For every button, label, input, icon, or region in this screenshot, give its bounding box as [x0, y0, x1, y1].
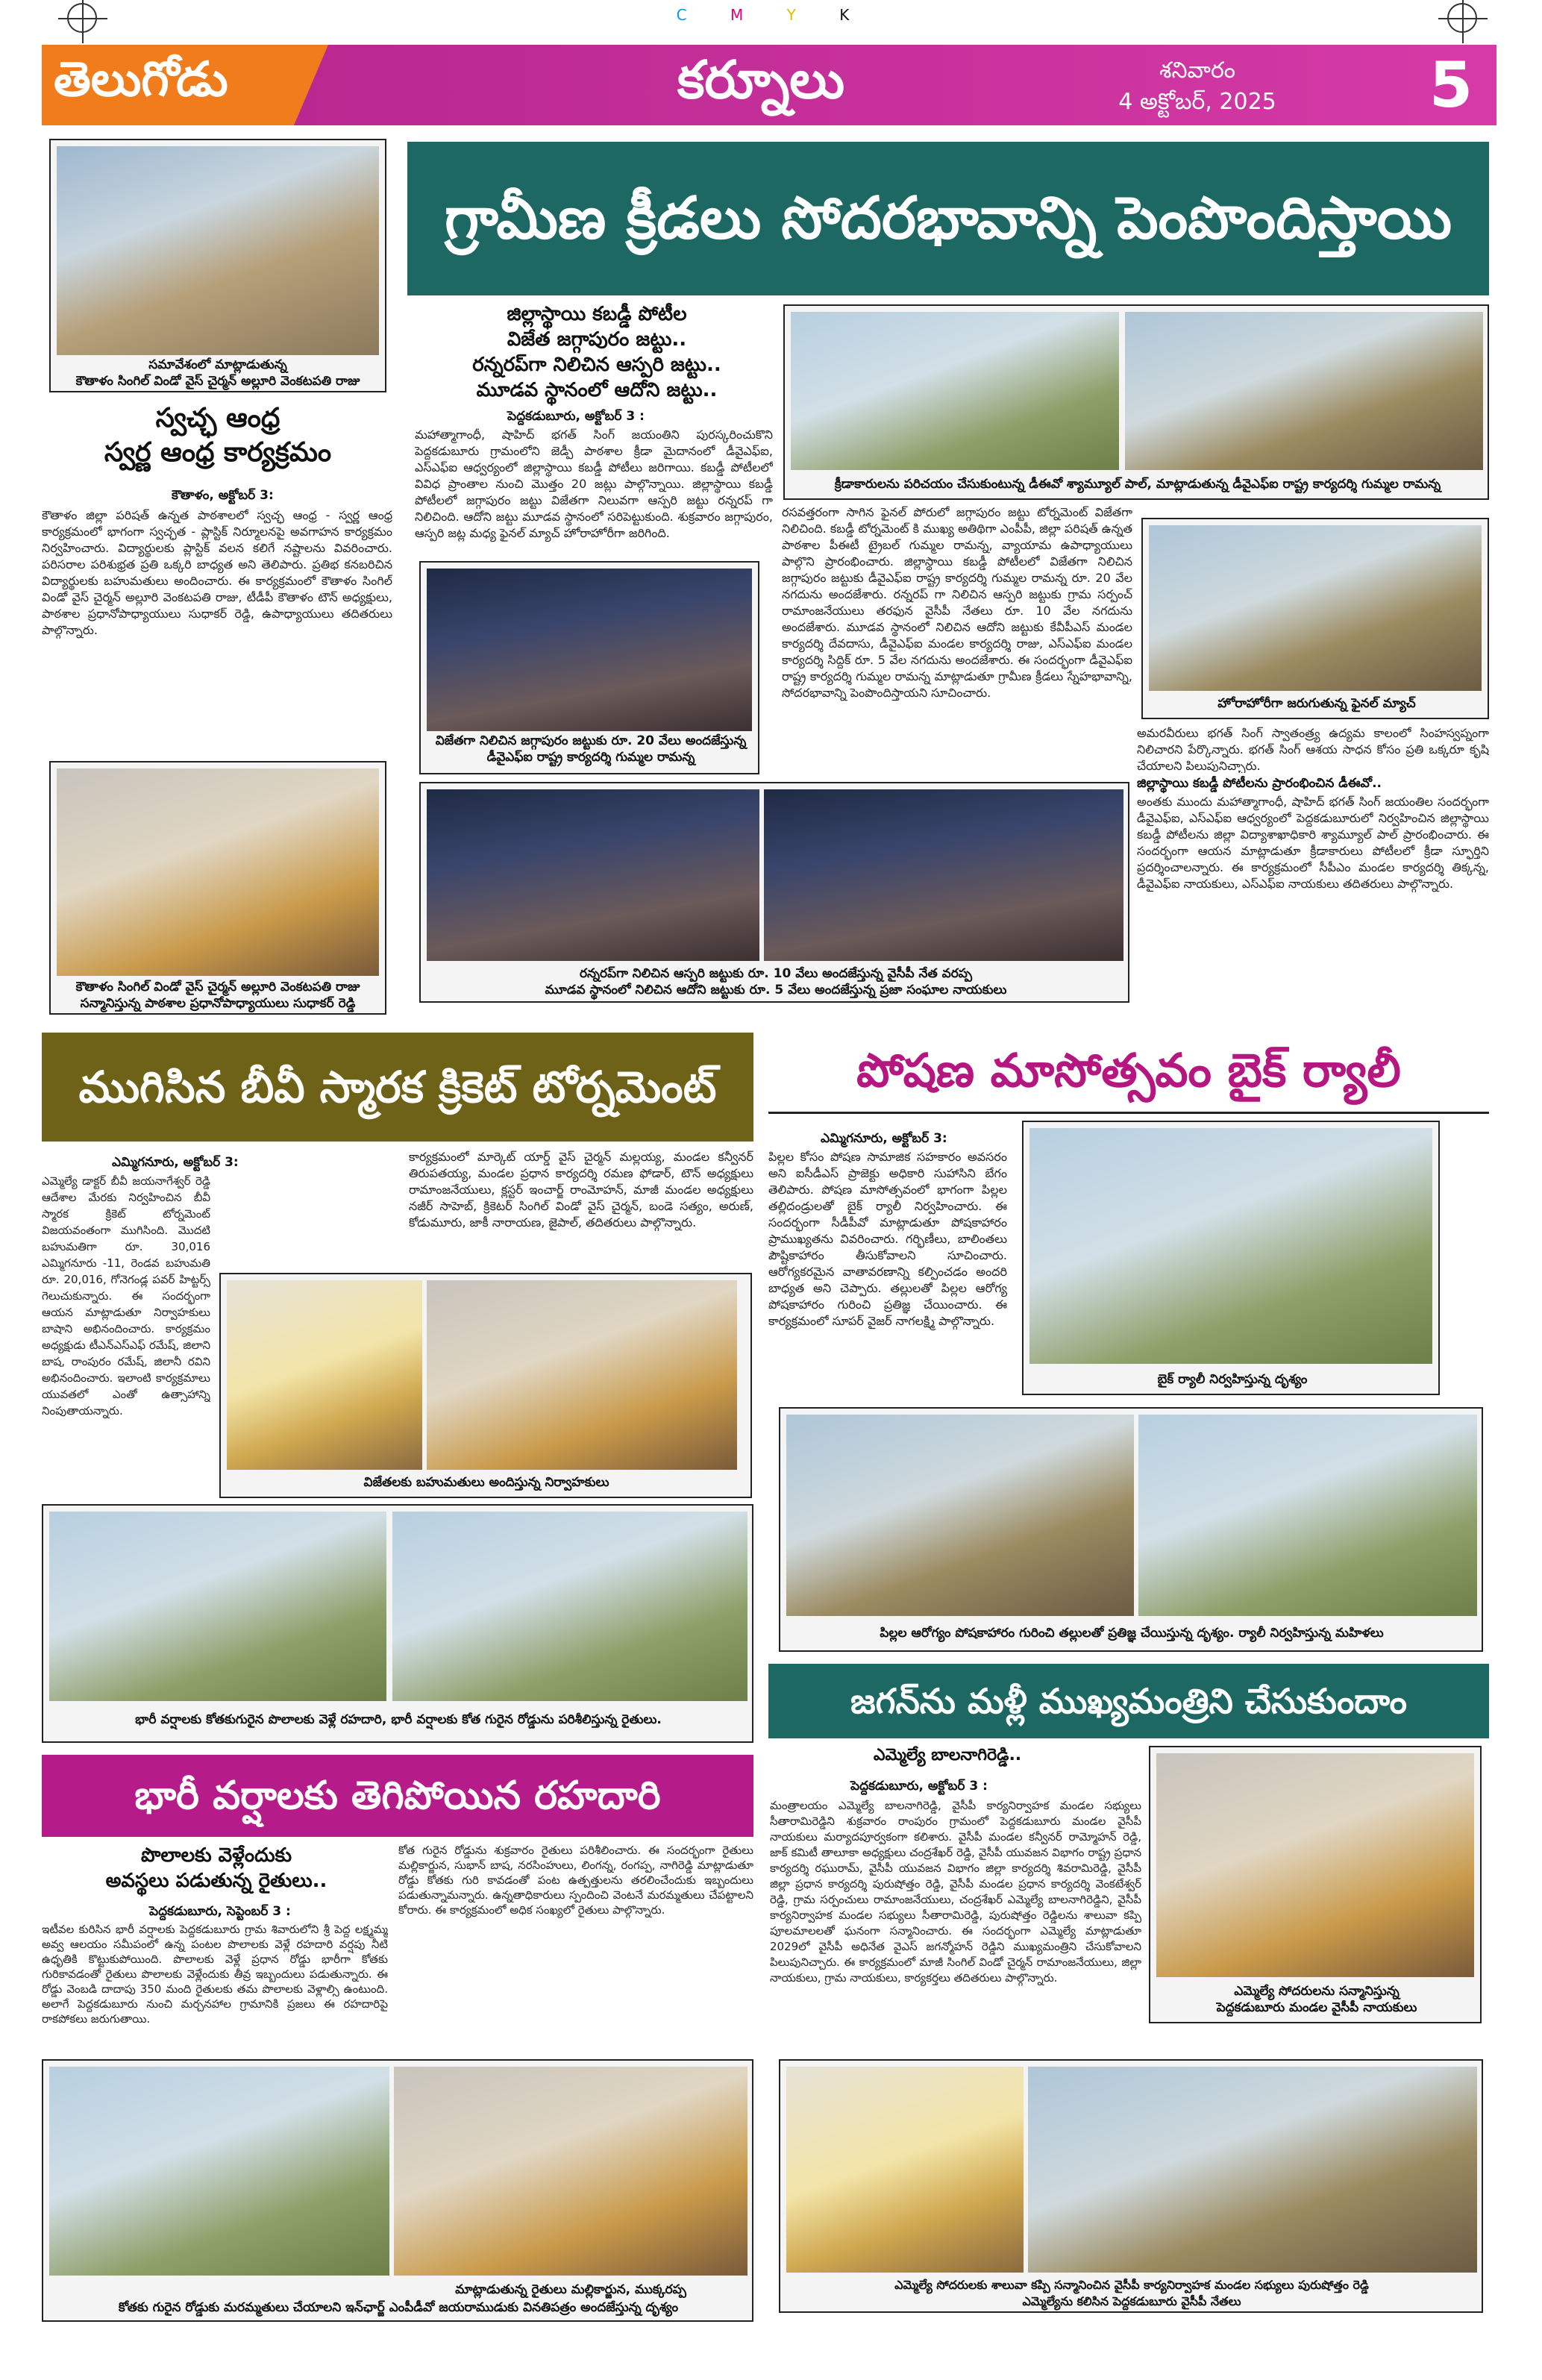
jagan-right-photo [1149, 1746, 1482, 2023]
photo-caption: బైక్ ర్యాలీ నిర్వహిస్తున్న దృశ్యం [1157, 1372, 1308, 1387]
poshana-divider [768, 1112, 1489, 1114]
road-col2: కోత గురైన రోడ్డును శుక్రవారం రైతులు పరిశీలించారు. ఈ సందర్భంగా రైతులు మల్లికార్జున, సుభాన్ బాష, నరసింహులు, లింగన్న, రంగప్ప, నాగిరెడ్డి మాట్లాడుతూ రోడ్డు కోతకు గురి కావడంతో పంట ఉత్పత్తులను తరలించేందుకు ఇబ్బందులు పడుతున్నామన్నారు. ఉన్నతాధికారులు స్పందించి వెంటనే మరమ్మతులు చేపట్టాలని కోరారు. ఈ కార్యక్రమంలో అధిక సంఖ్యలో రైతులు పాల్గొన్నారు. [398, 1844, 753, 1917]
photo-image-right [1028, 2067, 1477, 2273]
sports-col3-body: అంతకు ముందు మహాత్మాగాంధీ, షాహిద్ భగత్ సింగ్ జయంతిల సందర్భంగా డీవైఎఫ్ఐ, ఎస్ఎఫ్ఐ ఆధ్వర్యంలో పెద్దకడుబూరులో నిర్వహించిన జిల్లాస్థాయి కబడ్డీ పోటీలను జిల్లా విద్యాశాఖాధికారి శ్యామ్యూల్ పాల్ ప్రారంభించారు. ఈ సందర్భంగా ఆయన మాట్లాడుతూ క్రీడాకారులు పోటీలలో క్రీడా స్ఫూర్తిని ప్రదర్శించాలన్నారు. ఈ కార్యక్రమంలో సీపీఎం మండల కార్యదర్శి తిక్కన్న, డీవైఎఫ్ఐ నాయకులు, ఎస్ఎఫ్ఐ నాయకులు తదితరులు పాల్గొన్నారు. [1137, 795, 1489, 891]
photo-image-right [764, 789, 1123, 961]
road-subhead-1: పొలాలకు వెళ్లేందుకు [140, 1844, 292, 1867]
cmyk-c: C [676, 6, 703, 24]
photo-image [1029, 1128, 1432, 1364]
photo-caption-line-2: మూడవ స్థానంలో నిలిచిన ఆదోని జట్టుకు రూ. 5 వేలు అందజేస్తున్న ప్రజా సంఘాల నాయకులు [545, 983, 1007, 998]
cmyk-k: K [839, 6, 866, 24]
sports-bottom-photos [419, 782, 1129, 1003]
header-date: 4 అక్టోబర్, 2025 [1118, 89, 1276, 115]
jagan-dateline: పెద్దకడుబూరు, అక్టోబర్ 3 : [850, 1779, 988, 1794]
poshana-bottom-photos [779, 1407, 1483, 1652]
cmyk-y: Y [786, 6, 812, 24]
photo-caption: విజేతలకు బహుమతులు అందిస్తున్న నిర్వాహకులు [363, 1475, 609, 1490]
sports-col2: రసవత్తరంగా సాగిన ఫైనల్ పోరులో జగ్గాపురం జట్టు టోర్నమెంట్ విజేతగా నిలిచింది. కబడ్డీ టోర్నమెంట్ కి ముఖ్య అతిథిగా ఎంపీపీ, జిల్లా పరిషత్ ఉన్నత పాఠశాల పీఈటీ ట్రైబల్ గుమ్మల రామన్న, వ్యాయామ ఉపాధ్యాయులు పాల్గొని ప్రారంభించారు. జిల్లాస్థాయి కబడ్డీ పోటీలలో విజేతగా నిలిచిన జగ్గాపురం జట్టుకు డీవైఎఫ్ఐ రాష్ట్ర కార్యదర్శి గుమ్మల రామన్న రూ. 20 వేల నగదును అందజేశారు. రన్నరప్ గా నిలిచిన ఆస్పరి జట్టుకు గ్రామ సర్పంచ్ రామాంజనేయులు తరఫున వైసీపీ నేతలు రూ. 10 వేల నగదును అందజేశారు. మూడవ స్థానంలో నిలిచిన ఆదోని జట్టుకు కేవీపీఎస్ మండల కార్యదర్శి దేవదాసు, డీవైఎఫ్ఐ మండల కార్యదర్శి రాజు, ఎస్ఎఫ్ఐ మండల కార్యదర్శి సిద్దిక్ రూ. 5 వేల నగదును అందజేశారు. ఈ సందర్భంగా డీవైఎఫ్ఐ రాష్ట్ర కార్యదర్శి గుమ్మల రామన్న మాట్లాడుతూ గ్రామీణ క్రీడలు స్నేహభావాన్ని, సోదరభావాన్ని పెంపొందిస్తాయని సూచించారు. [782, 505, 1132, 700]
photo-caption: క్రీడాకారులను పరిచయం చేసుకుంటున్న డీఈవో శ్యామ్యూల్ పాల్, మాట్లాడుతున్న డీవైఎఫ్ఐ రాష్ట్ర కార్యదర్శి గుమ్మల రామన్న [834, 477, 1441, 492]
sports-headline: గ్రామీణ క్రీడలు సోదరభావాన్ని పెంపొందిస్తాయి [407, 142, 1489, 295]
sports-dateline: పెద్దకడుబూరు, అక్టోబర్ 3 : [507, 409, 645, 424]
district-title: కర్నూలు [677, 49, 845, 110]
photo-image [57, 768, 379, 976]
sports-subhead-2: విజేత జగ్గాపురం జట్టు.. [507, 328, 687, 351]
photo-image [427, 569, 752, 731]
photo-caption: భారీ వర్షాలకు కోతకుగురైన పొలాలకు వెళ్లే రహదారి, భారీ వర్షాలకు కోత గురైన రోడ్డును పరిశీలిస్తున్న రైతులు. [135, 1712, 662, 1727]
photo-image-left [791, 312, 1119, 470]
swachh-headline-2: స్వర్ణ ఆంధ్ర కార్యక్రమం [104, 437, 332, 468]
sports-subheads [418, 301, 776, 403]
road-col1: ఇటీవల కురిసిన భారీ వర్షాలకు పెద్దకడుబూరు గ్రామ శివారులోని శ్రీ పెద్ద లక్ష్మమ్మ అవ్వ ఆలయం సమీపంలో ఉన్న పంటల పొలాలకు వెళ్లే రహదారి వర్షపు నీటి ఉధృతికి కొట్టుకుపోయింది. పొలాలకు వెళ్లే ప్రధాన రోడ్డు భారీగా కోతకు గురికావడంతో రైతులు పొలాలకు వెళ్లేందుకు తీవ్ర ఇబ్బందులు పడుతున్నారు. ఈ రోడ్డు వెంబడి దాదాపు 350 మంది రైతులకు తమ పొలాలకు వెళ్లాల్సి ఉంటుంది. అలాగే పెద్దకడుబూరు నుంచి మర్చనహాల గ్రామానికి ప్రజలు ఈ రహదారిపై రాకపోకలు జరుగుతాయి. [42, 1923, 388, 2026]
cricket-col1: ఎమ్మెల్యే డాక్టర్ బీవీ జయనాగేశ్వర్ రెడ్డి ఆదేశాల మేరకు నిర్వహించిన బీవీ స్మారక క్రికెట్ టోర్నమెంట్ విజయవంతంగా ముగిసింది. మొదటి బహుమతిగా రూ. 30,016 ఎమ్మిగనూరు -11, రెండవ బహుమతి రూ. 20,016, గోనెగండ్ల పవర్ హిట్టర్స్ గెలుచుకున్నారు. ఈ సందర్భంగా ఆయన మాట్లాడుతూ నిర్వాహకులు బాషాని అభినందించారు. కార్యక్రమం అధ్యక్షుడు టీఎన్ఎస్ఎఫ్ రమేష్, జిలాని బాష, రాంపురం రమేష్, జిలానీ రవిని అభినందించారు. ఇలాంటి కార్యక్రమాలు యువతలో ఎంతో ఉత్సాహాన్ని నింపుతాయన్నారు. [42, 1174, 210, 1418]
road-dateline: పెద్దకడుబూరు, సెప్టెంబర్ 3 : [149, 1904, 291, 1919]
page-number: 5 [1429, 48, 1473, 122]
sports-subhead-1: జిల్లాస్థాయి కబడ్డీ పోటీల [507, 303, 687, 325]
sports-col3-subhead: జిల్లాస్థాయి కబడ్డీ పోటీలను ప్రారంభించిన డీఈవో.. [1137, 776, 1382, 791]
photo-image-right [1138, 1415, 1477, 1616]
photo-image [57, 146, 379, 355]
swachh-photo-top [49, 139, 386, 392]
photo-caption: పిల్లల ఆరోగ్యం పోషకాహారం గురించి తల్లులతో ప్రతిజ్ఞ చేయిస్తున్న దృశ్యం. ర్యాలీ నిర్వహిస్తున్న మహిళలు [880, 1626, 1384, 1641]
photo-caption-line-1: మాట్లాడుతున్న రైతులు మల్లికార్జున, ముక్కరప్ప [455, 2282, 686, 2297]
swachh-headline-1: స్వచ్ఛ ఆంధ్ర [155, 403, 280, 433]
cricket-headline: ముగిసిన బీవీ స్మారక క్రికెట్ టోర్నమెంట్ [42, 1033, 753, 1142]
swachh-body: కౌతాళం జిల్లా పరిషత్ ఉన్నత పాఠశాలలో స్వచ్ఛ ఆంధ్ర - స్వర్ణ ఆంధ్ర కార్యక్రమంలో భాగంగా స్వచ్ఛత - ప్లాస్టిక్ నిర్మూలనపై అవగాహన కార్యక్రమం నిర్వహించారు. విద్యార్థులకు ప్లాస్టిక్ వలన కలిగే నష్టాలను వివరించారు. పరిసరాల పరిశుభ్రత ప్రతి ఒక్కరి బాధ్యత అని తెలిపారు. ప్రతిభ కనబరిచిన విద్యార్థులకు బహుమతులు అందించారు. ఈ కార్యక్రమంలో కౌతాళం సింగిల్ విండో వైస్ చైర్మన్ అల్లూరి వెంకటపతి రాజు, టీడీపీ కౌతాళం టౌన్ అధ్యక్షులు, పాఠశాల ప్రధానోపాధ్యాయులు సుధాకర్ రెడ్డి, ఉపాధ్యాయులు తదితరులు పాల్గొన్నారు. [42, 508, 392, 637]
poshana-dateline: ఎమ్మిగనూరు, అక్టోబర్ 3: [821, 1131, 947, 1146]
photo-image-right [392, 1512, 748, 1701]
jagan-bottom-photos [779, 2059, 1483, 2313]
sports-subhead-3: రన్నరప్‌గా నిలిచిన ఆస్పరి జట్టు.. [472, 354, 721, 376]
cmyk-strip [0, 6, 1542, 24]
photo-image [1156, 1753, 1474, 1977]
photo-caption: హోరాహోరీగా జరుగుతున్న ఫైనల్ మ్యాచ్ [1217, 696, 1416, 711]
sports-col3: అమరవీరులు భగత్ సింగ్ స్వాతంత్ర్య ఉద్యమ కాలంలో సింహస్వప్నంగా నిలిచారని పేర్కొన్నారు. భగత్ సింగ్ ఆశయ సాధన కోసం ప్రతి ఒక్కరూ కృషి చేయాలని పిలుపునిచ్చారు. [1137, 726, 1489, 773]
road-bottom-photos [42, 2059, 753, 2322]
header-day: శనివారం [1159, 57, 1235, 84]
poshana-headline: పోషణ మాసోత్సవం బైక్ ర్యాలీ [856, 1043, 1401, 1097]
photo-caption-line-2: ఎమ్మెల్యేను కలిసిన పెద్దకడుబూరు వైసీపీ నేతలు [1022, 2294, 1241, 2308]
photo-caption-line-1: సమావేశంలో మాట్లాడుతున్న [148, 357, 287, 372]
header-dateline [1074, 55, 1320, 118]
photo-caption-line-1: ఎమ్మెల్యే సోదరులకు శాలువా కప్పి సన్మానించిన వైసీపీ కార్యనిర్వాహక మండల సభ్యులు పురుషోత్తం రెడ్డి [894, 2278, 1369, 2292]
photo-image-right [394, 2067, 748, 2276]
sports-match-photo [1141, 518, 1489, 719]
photo-caption-line-1: ఎమ్మెల్యే సోదరులను సన్మానిస్తున్న [1234, 1984, 1400, 1999]
photo-caption-line-2: కౌతాళం సింగిల్ విండో వైస్ చైర్మన్ అల్లూరి వెంకటపతి రాజు [75, 374, 360, 389]
photo-caption-line-1: కౌతాళం సింగిల్ విండో వైస్ చైర్మన్ అల్లూరి వెంకటపతి రాజు [75, 980, 360, 995]
road-photos [42, 1504, 753, 1743]
photo-image-left [786, 2067, 1024, 2273]
poshana-rally-photo [1022, 1121, 1440, 1395]
sports-winners-photo [419, 561, 759, 774]
photo-image-left [786, 1415, 1134, 1616]
road-subhead-2: అవస్థలు పడుతున్న రైతులు.. [105, 1870, 327, 1892]
poshana-body: పిల్లల కోసం పోషణ సామాజిక సహకారం అవసరం అని ఐసీడీఎస్ ప్రాజెక్టు అధికారి సుహాసిని బేగం తెలిపారు. పోషణ మాసోత్సవంలో భాగంగా పిల్లల తల్లిదండ్రులతో బైక్ ర్యాలీ నిర్వహించారు. ఈ సందర్భంగా సీడీపీవో మాట్లాడుతూ పోషకాహారం ప్రాముఖ్యతను వివరించారు. గర్భిణీలు, బాలింతలు పౌష్టికాహారం తీసుకోవాలని సూచించారు. ఆరోగ్యకరమైన వాతావరణాన్ని కల్పించడం అందరి బాధ్యత అని చెప్పారు. తల్లులతో పిల్లల ఆరోగ్య పోషకాహారం గురించి ప్రతిజ్ఞ చేయించారు. ఈ కార్యక్రమంలో సూపర్ వైజర్ నాగలక్ష్మి పాల్గొన్నారు. [768, 1150, 1007, 1328]
sports-subhead-4: మూడవ స్థానంలో ఆదోని జట్టు.. [476, 379, 718, 401]
jagan-body: మంత్రాలయం ఎమ్మెల్యే బాలనాగిరెడ్డి, వైసీపీ కార్యనిర్వాహక మండల సభ్యులు సీతారామిరెడ్డిని శుక్రవారం రాంపురం గ్రామంలో పెద్దకడుబూరు మండల వైసీపీ నాయకులు మర్యాదపూర్వకంగా కలిశారు. వైసీపీ మండల కన్వీనర్ రామ్మోహన్ రెడ్డి, జాక్ కమిటీ తాలూకా అధ్యక్షులు చంద్రశేఖర్ రెడ్డి, వైసీపీ యువజన విభాగం రాష్ట్ర ప్రధాన కార్యదర్శి రఘురామ్, వైసీపీ యువజన విభాగం జిల్లా కార్యదర్శి శివరామిరెడ్డి, వైసీపీ జిల్లా ప్రధాన కార్యదర్శి పురుషోత్తం రెడ్డి, వైసీపీ మండల ప్రధాన కార్యదర్శి వెంకటేశ్వర్ రెడ్డి, గ్రామ సర్పంచులు రామాంజనేయులు, చంద్రశేఖర్ ఎమ్మెల్యే బాలనాగిరెడ్డిని, వైసీపీ కార్యనిర్వాహక మండల సభ్యులు సీతారామిరెడ్డి, పురుషోత్తం రెడ్డిలను శాలువా కప్పి పూలమాలలతో ఘనంగా సన్మానించారు. ఈ సందర్భంగా ఎమ్మెల్యే మాట్లాడుతూ 2029లో వైసీపీ అధినేత వైఎస్ జగన్మోహన్ రెడ్డిని ముఖ్యమంత్రిని చేసుకోవాలని పిలుపునిచ్చారు. ఈ కార్యక్రమంలో మాజీ సింగిల్ విండో చైర్మన్ రామాంజనేయులు, జిల్లా నాయకులు, గ్రామ నాయకులు, కార్యకర్తలు తదితరులు పాల్గొన్నారు. [770, 1799, 1141, 1985]
cricket-col2: కార్యక్రమంలో మార్కెట్ యార్డ్ వైస్ చైర్మన్ మల్లయ్య, మండల కన్వీనర్ తిరుపతయ్య, మండల ప్రధాన కార్యదర్శి రమణ ఫోడార్, టౌన్ అధ్యక్షులు రామాంజనేయులు, క్లస్టర్ ఇంచార్జ్ రాంమోహన్, మాజీ మండల అధ్యక్షులు నజీర్ సాహెబ్, క్రికెటర్ సింగిల్ విండో వైస్ చైర్మన్, బండె సత్యం, అరుణ్, కోడుమూరు, జాకీ నారాయణ, జైపాల్, తదితరులు పాల్గొన్నారు. [409, 1150, 753, 1230]
photo-image [1149, 525, 1482, 691]
photo-caption-line-2: సన్మానిస్తున్న పాఠశాల ప్రధానోపాధ్యాయులు సుధాకర్ రెడ్డి [80, 996, 356, 1011]
photo-image-left [49, 1512, 386, 1701]
swachh-photo-bottom [49, 761, 386, 1015]
newspaper-logo: తెలుగోడు [54, 51, 228, 107]
photo-image-left [49, 2067, 389, 2276]
jagan-subhead: ఎమ్మెల్యే బాలనాగిరెడ్డి.. [873, 1746, 1022, 1764]
photo-caption-line-2: పెద్దకడుబూరు మండల వైసీపీ నాయకులు [1216, 2000, 1417, 2015]
photo-image-left [427, 789, 759, 961]
swachh-dateline: కౌతాళం, అక్టోబర్ 3: [172, 488, 274, 503]
jagan-headline: జగన్‌ను మళ్లీ ముఖ్యమంత్రిని చేసుకుందాం [768, 1664, 1489, 1738]
photo-image-2 [427, 1280, 737, 1470]
cmyk-m: M [730, 6, 760, 24]
photo-image-right [1125, 312, 1483, 470]
road-headline: భారీ వర్షాలకు తెగిపోయిన రహదారి [42, 1755, 753, 1837]
photo-caption-line-1: రన్నరప్‌గా నిలిచిన ఆస్పరి జట్టుకు రూ. 10 వేలు అందజేస్తున్న వైసీపీ నేత వరప్ప [579, 966, 973, 981]
sports-col1: మహాత్మాగాంధీ, షాహిద్ భగత్ సింగ్ జయంతిని పురస్కరించుకొని పెద్దకడుబూరు గ్రామంలోని జెడ్పీ పాఠశాల క్రీడా మైదానంలో డీవైఎఫ్ఐ, ఎస్ఎఫ్ఐ ఆధ్వర్యంలో జిల్లాస్థాయి కబడ్డీ పోటీలు జరిగాయి. కబడ్డీ పోటీలలో వివిధ ప్రాంతాల నుంచి మొత్తం 20 జట్లు పాల్గొన్నాయి. జిల్లాస్థాయి కబడ్డీ పోటీలలో జగ్గాపురం జట్టు విజేతగా నిలువగా ఆస్పరి జట్టు రన్నరప్ గా నిలిచింది. ఆదోని జట్టు మూడవ స్థానంలో సరిపెట్టుకుంది. శుక్రవారం జగ్గాపురం, ఆస్పరి జట్ల మధ్య ఫైనల్ మ్యాచ్ హోరాహోరీగా జరిగింది. [415, 428, 773, 540]
cricket-dateline: ఎమ్మిగనూరు, అక్టోబర్ 3: [112, 1155, 239, 1170]
cricket-photo [219, 1273, 752, 1498]
sports-top-photos [783, 304, 1489, 500]
photo-image-1 [227, 1280, 422, 1470]
photo-caption-line-2: కోతకు గురైన రోడ్డుకు మరమ్మతులు చేయాలని ఇన్‌ఛార్జ్ ఎంపీడీవో జయరాముడుకు వినతిపత్రం అందజేస్తున్న దృశ్యం [118, 2300, 679, 2315]
photo-caption: విజేతగా నిలిచిన జగ్గాపురం జట్టుకు రూ. 20 వేలు అందజేస్తున్న డీవైఎఫ్ఐ రాష్ట్ర కార్యదర్శి గుమ్మల రామన్న [435, 733, 747, 765]
